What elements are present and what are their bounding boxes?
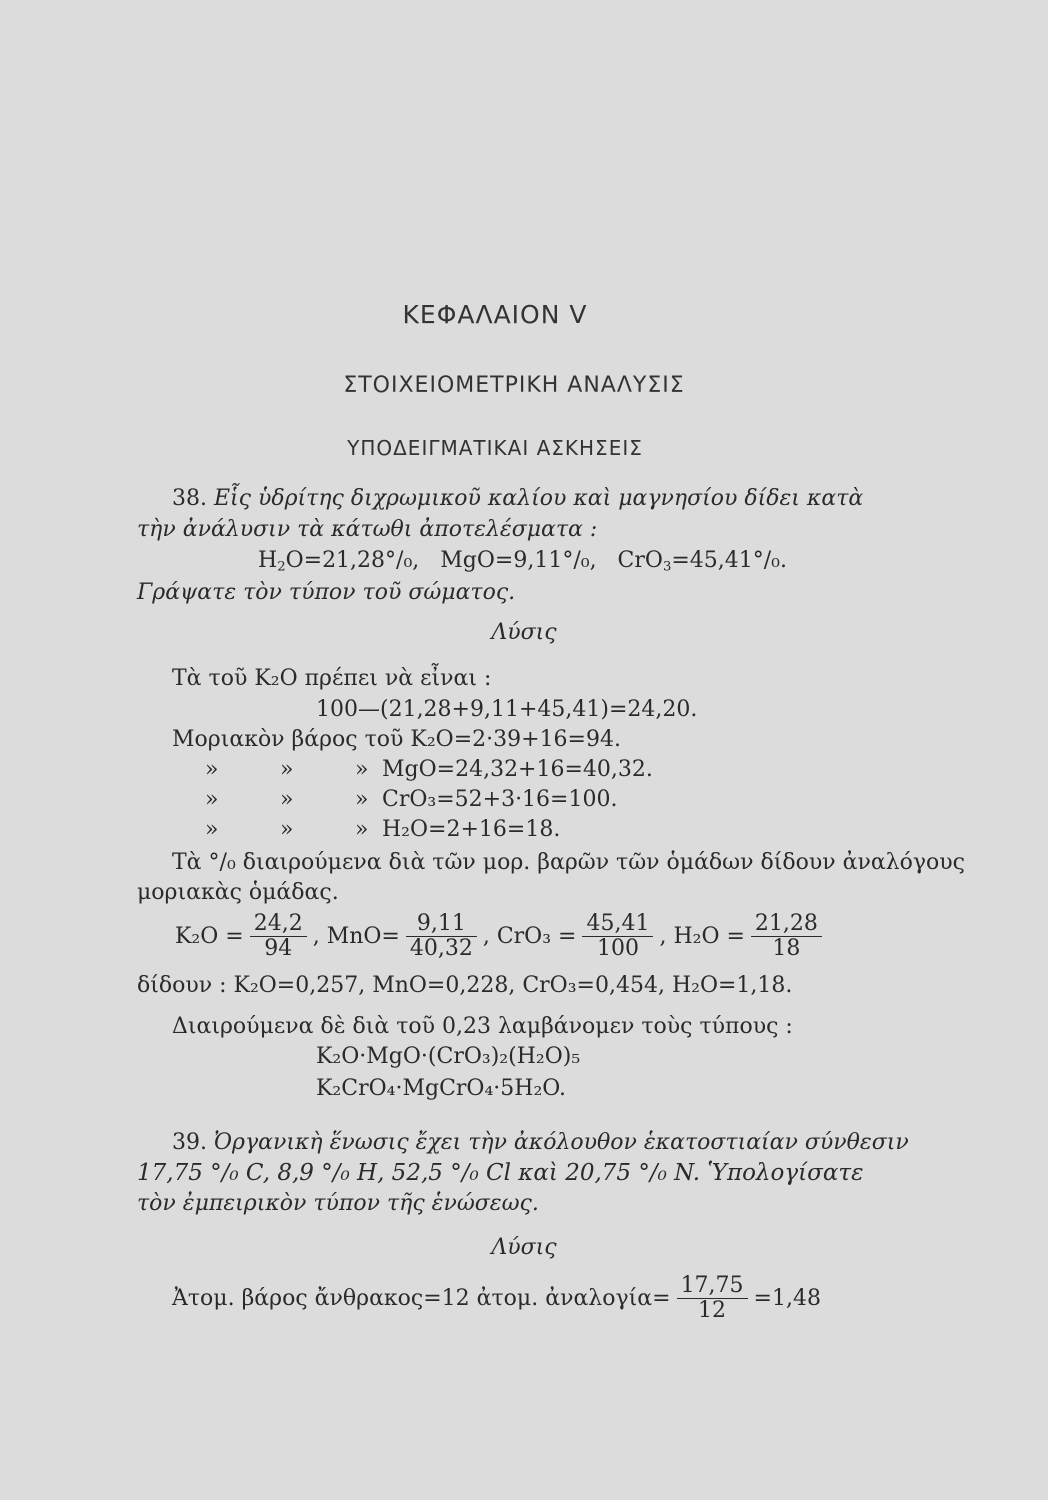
solution-line2: 100—(21,28+9,11+45,41)=24,20.	[316, 697, 698, 722]
exercise-39-line2: 17,75 °/₀ C, 8,9 °/₀ H, 52,5 °/₀ Cl καὶ 20,75 °/₀ N. Ὑπολογίσατε	[137, 1160, 864, 1186]
ditto-mark: »	[280, 817, 294, 842]
solution-heading: Λύσις	[491, 620, 557, 645]
solution-k2o-text: τοῦ K₂O πρέπει νὰ εἶναι :	[208, 666, 492, 691]
exercise-text: Εἷς ὑδρίτης διχρωμικοῦ καλίου καὶ μαγνησίου δίδει κατὰ	[214, 486, 864, 511]
fraction-numerator: 21,28	[751, 912, 822, 937]
division-ta: Τὰ	[172, 850, 202, 875]
fractions-row	[175, 912, 822, 961]
mw-label: Μοριακὸν βάρος τοῦ	[172, 727, 404, 752]
chapter-title: ΚΕΦΑΛΑΙΟΝ V	[402, 300, 588, 329]
ditto-mark: »	[355, 817, 369, 842]
percent-sign: °/₀	[752, 548, 780, 573]
analysis-data: $H_2O=21,28^\circ/_0$, MgO=9,11°/₀, CrO$_3$=45,41°/₀.	[258, 548, 787, 575]
frac-mno-label: , MnO=	[312, 924, 400, 950]
divide-line: Διαιρούμενα δὲ διὰ τοῦ 0,23 λαμβάνομεν τοὺς τύπους :	[172, 1014, 793, 1039]
exercise-38-question: Γράψατε τὸν τύπον τοῦ σώματος.	[137, 580, 516, 605]
mw-cro3: CrO₃=52+3·16=100.	[382, 787, 618, 812]
atom-result: =1,48	[753, 1286, 821, 1312]
fraction-denominator: 94	[264, 936, 293, 962]
exercise-number: 38.	[172, 486, 207, 511]
ditto-mark: »	[280, 757, 294, 782]
exercise-text: Ὀργανικὴ ἕνωσις ἔχει τὴν ἀκόλουθον ἑκατοστιαίαν σύνθεσιν	[214, 1130, 909, 1155]
fraction-k2o	[250, 912, 307, 961]
fraction-numerator: 17,75	[677, 1274, 748, 1299]
solution-heading-39: Λύσις	[491, 1235, 557, 1260]
data-h2o: 21,28	[322, 548, 386, 573]
exercise-39-line1	[172, 1130, 909, 1155]
exercise-number: 39.	[172, 1130, 207, 1155]
percent-sign: °/₀	[385, 548, 413, 573]
chapter-subtitle: ΣΤΟΙΧΕΙΟΜΕΤΡΙΚΗ ΑΝΑΛΥΣΙΣ	[343, 373, 685, 398]
fraction-numerator: 24,2	[250, 912, 307, 937]
frac-cro3-label: , CrO₃ =	[482, 924, 577, 950]
mw-k2o-line	[172, 727, 621, 752]
ditto-mark: »	[355, 787, 369, 812]
data-cro3: =45,41	[671, 548, 753, 573]
formula-2: K₂CrO₄·MgCrO₄·5H₂O.	[316, 1076, 567, 1101]
fraction-numerator: 45,41	[582, 912, 653, 937]
atom-label: Ἀτομ. βάρος ἄνθρακος=12 ἀτομ. ἀναλογία=	[172, 1286, 671, 1312]
frac-k2o-label: K₂O =	[175, 924, 244, 950]
fraction-denominator: 18	[772, 936, 801, 962]
section-heading: ΥΠΟΔΕΙΓΜΑΤΙΚΑΙ ΑΣΚΗΣΕΙΣ	[347, 436, 643, 460]
division-text: °/₀ διαιρούμενα διὰ τῶν μορ. βαρῶν τῶν ὁμάδων δίδουν ἀναλόγους	[208, 850, 965, 875]
exercise-38-line1	[172, 486, 863, 511]
exercise-38-line2: τὴν ἀνάλυσιν τὰ κάτωθι ἀποτελέσματα :	[137, 517, 598, 542]
exercise-39-line3: τὸν ἐμπειρικὸν τύπον τῆς ἑνώσεως.	[137, 1191, 539, 1216]
division-line1	[172, 850, 965, 875]
formula-1: K₂O·MgO·(CrO₃)₂(H₂O)₅	[316, 1044, 581, 1069]
mw-k2o: K₂O=2·39+16=94.	[410, 727, 621, 752]
mw-h2o: H₂O=2+16=18.	[382, 817, 561, 842]
results-line: δίδουν : K₂O=0,257, MnO=0,228, CrO₃=0,454, H₂O=1,18.	[137, 973, 793, 998]
fraction-denominator: 12	[698, 1298, 727, 1324]
fraction-carbon	[677, 1274, 748, 1323]
solution-ta: Τὰ	[172, 666, 202, 691]
ditto-mark: »	[355, 757, 369, 782]
ditto-mark: »	[205, 817, 219, 842]
fraction-h2o	[751, 912, 822, 961]
ditto-mark: »	[280, 787, 294, 812]
division-line2: μοριακὰς ὁμάδας.	[137, 880, 339, 905]
fraction-denominator: 40,32	[409, 936, 473, 962]
fraction-cro3	[582, 912, 653, 961]
fraction-denominator: 100	[596, 936, 639, 962]
atom-ratio-line	[172, 1274, 821, 1323]
fraction-numerator: 9,11	[406, 912, 477, 937]
solution-line1	[172, 666, 491, 691]
ditto-mark: »	[205, 787, 219, 812]
percent-sign: °/₀	[562, 548, 590, 573]
fraction-mno	[406, 912, 477, 961]
ditto-mark: »	[205, 757, 219, 782]
data-mgo: MgO=9,11	[440, 548, 563, 573]
mw-mgo: MgO=24,32+16=40,32.	[382, 757, 653, 782]
frac-h2o-label: , H₂O =	[659, 924, 745, 950]
